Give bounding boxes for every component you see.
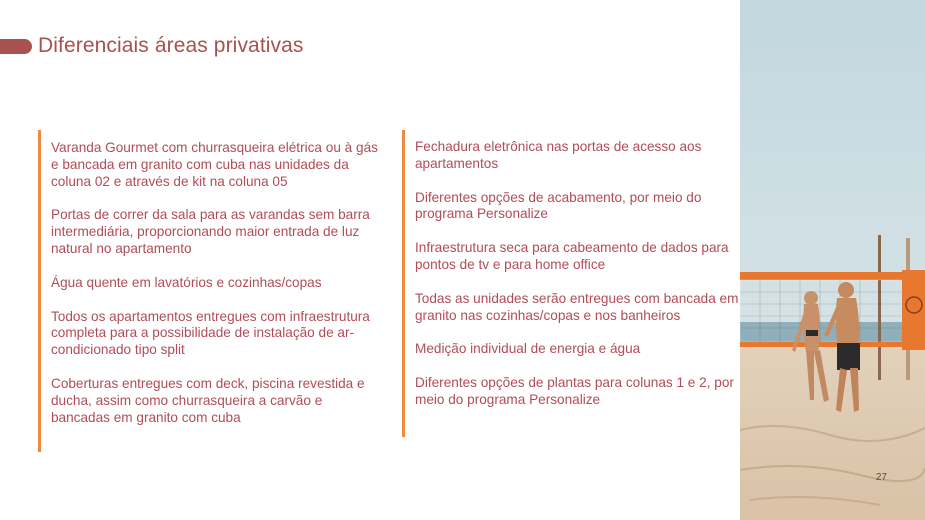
title-accent-tab: [0, 39, 32, 54]
page-number: 27: [875, 472, 887, 483]
feature-item: Medição individual de energia e água: [415, 341, 641, 357]
left-features-column: [38, 130, 381, 452]
feature-item: Coberturas entregues com deck, piscina revestida e ducha, assim como churrasqueira a carvão e bancadas em granito com cuba: [51, 375, 365, 425]
beach-volleyball-photo: [740, 0, 925, 520]
feature-item: Todas as unidades serão entregues com bancada em granito nas cozinhas/copas e nos banheiros: [415, 290, 739, 323]
feature-item: Fechadura eletrônica nas portas de acesso aos apartamentos: [415, 139, 702, 171]
right-features-column: [402, 130, 740, 437]
feature-item: Diferentes opções de plantas para colunas 1 e 2, por meio do programa Personalize: [415, 375, 734, 407]
feature-item: Portas de correr da sala para as varandas sem barra intermediária, proporcionando maior entrada de luz natural no apartamento: [51, 207, 370, 256]
page-title: Diferenciais áreas privativas: [38, 34, 304, 57]
feature-item: Todos os apartamentos entregues com infraestrutura completa para a possibilidade de instalação de ar-condicionado tipo split: [51, 308, 370, 358]
feature-item: Varanda Gourmet com churrasqueira elétrica ou à gás e bancada em granito com cuba nas unidades da coluna 02 e através de kit na coluna 05: [51, 140, 378, 189]
feature-item: Diferentes opções de acabamento, por meio do programa Personalize: [415, 189, 702, 222]
feature-item: Água quente em lavatórios e cozinhas/copas: [51, 274, 322, 290]
feature-item: Infraestrutura seca para cabeamento de dados para pontos de tv e para home office: [415, 240, 729, 272]
